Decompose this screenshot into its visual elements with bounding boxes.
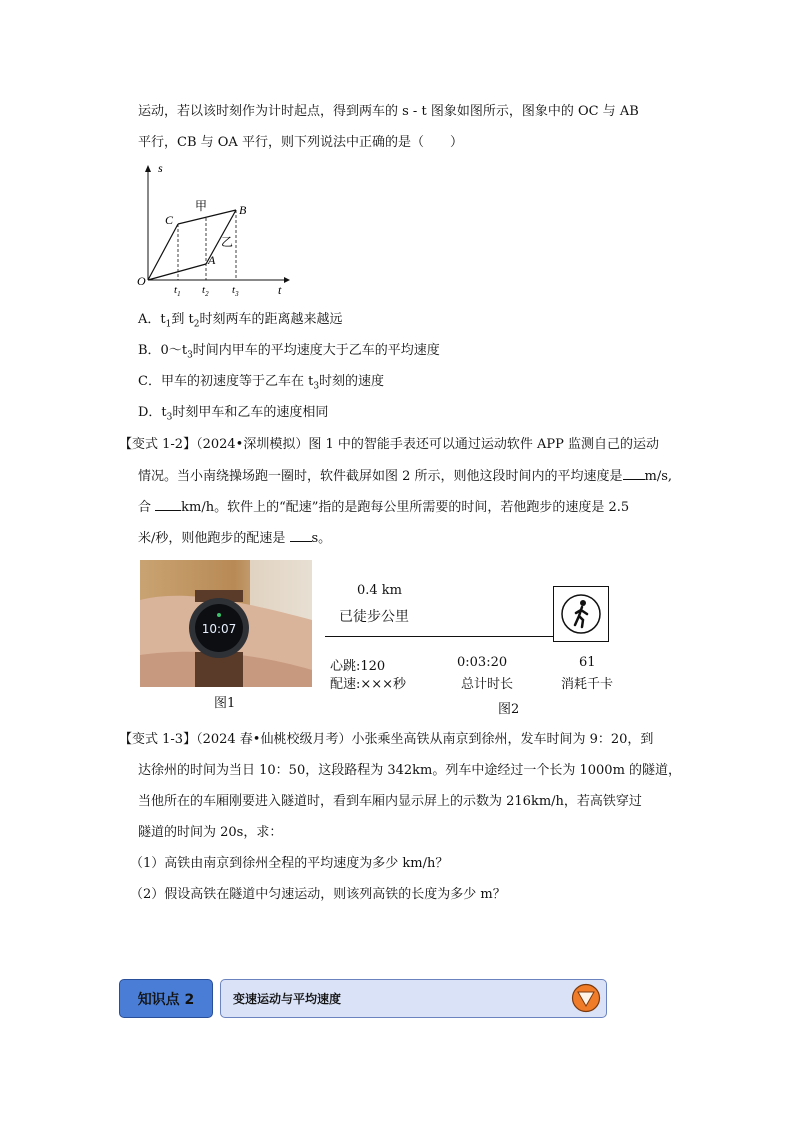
s-t-graph-svg (132, 158, 292, 298)
label-yi: 乙 (221, 235, 234, 249)
watch-photo (140, 560, 312, 687)
blank-pace (290, 529, 312, 542)
intro-line-2: 平行，CB 与 OA 平行，则下列说法中正确的是（ ） (138, 135, 463, 150)
walker-icon (554, 587, 608, 641)
s-axis-arrow (145, 165, 151, 172)
app-duration-label: 总计时长 (461, 677, 514, 692)
dropdown-triangle-icon[interactable] (571, 983, 601, 1013)
variant13-line-3: 当他所在的车厢刚要进入隧道时，看到车厢内显示屏上的示数为 216km/h，若高铁穿过 (138, 794, 642, 809)
blank-kmh (155, 498, 181, 511)
app-pace: 配速:×××秒 (330, 677, 407, 692)
variant12-line-4: 米/秒，则他跑步的配速是 s。 (138, 531, 332, 546)
option-d: D．$t_3$时刻甲车和乙车的速度相同 (138, 405, 329, 423)
variant12-line-3: 合 km/h。软件上的“配速”指的是跑每公里所需要的时间，若他跑步的速度是 2.5 (138, 500, 630, 515)
knowledge-badge: 知识点 2 (119, 979, 213, 1018)
label-A: A (208, 253, 216, 267)
app-duration: 0:03:20 (457, 655, 508, 670)
variant12-line-2: 情况。当小南绕操场跑一圈时，软件截屏如图 2 所示，则他这段时间内的平均速度是 m/s, (138, 469, 673, 484)
variant13-line-4: 隧道的时间为 20s，求： (138, 825, 283, 840)
watch-photo-svg (140, 560, 312, 687)
variant13-q1: （1）高铁由南京到徐州全程的平均速度为多少 km/h？ (130, 856, 449, 871)
app-distance-label: 已徒步公里 (339, 609, 409, 625)
knowledge-title: 变速运动与平均速度 (233, 992, 342, 1006)
label-B: B (239, 203, 247, 217)
fig1-caption: 图1 (214, 696, 236, 711)
walker-box (553, 586, 609, 642)
option-a: A．$t_1$到 $t_2$时刻两车的距离越来越远 (138, 312, 343, 330)
app-calories: 61 (579, 655, 596, 670)
s-t-graph (132, 158, 292, 298)
variant13-q2: （2）假设高铁在隧道中匀速运动，则该列高铁的长度为多少 m？ (130, 887, 506, 902)
app-divider (325, 636, 553, 637)
variant13-line-2: 达徐州的时间为当日 10：50，这段路程为 342km。列车中途经过一个长为 1000m 的隧道， (138, 763, 682, 778)
option-c: C．甲车的初速度等于乙车在 $t_3$时刻的速度 (138, 374, 385, 392)
app-heart: 心跳:120 (330, 659, 386, 674)
t-axis-arrow (284, 277, 290, 283)
knowledge-title-bar (220, 979, 607, 1018)
label-O: O (137, 274, 146, 288)
fig2-caption: 图2 (498, 702, 520, 717)
line-OC (148, 224, 178, 280)
label-jia: 甲 (195, 199, 208, 213)
variant12-line-1: 【变式 1-2】（2024•深圳模拟）图 1 中的智能手表还可以通过运动软件 APP 监测自己的运动 (119, 437, 660, 452)
app-screenshot (325, 578, 625, 698)
label-s: s (158, 161, 163, 175)
app-distance: 0.4 km (357, 583, 403, 598)
label-t1: $t_1$ (174, 284, 181, 298)
label-C: C (165, 213, 174, 227)
option-b: B．$0\sim t_3$时间内甲车的平均速度大于乙车的平均速度 (138, 343, 440, 361)
watch-time: 10:07 (201, 622, 237, 636)
label-t: t (278, 283, 282, 297)
variant13-line-1: 【变式 1-3】（2024 春•仙桃校级月考）小张乘坐高铁从南京到徐州，发车时间为 9：20，到 (119, 732, 654, 747)
line-OA (148, 264, 206, 280)
label-t3: $t_3$ (232, 284, 239, 298)
app-calories-label: 消耗千卡 (561, 677, 614, 692)
intro-line-1: 运动，若以该时刻作为计时起点，得到两车的 s - t 图象如图所示，图象中的 OC 与 AB (138, 104, 639, 119)
blank-avg-speed (623, 467, 645, 480)
label-t2: $t_2$ (202, 284, 209, 298)
